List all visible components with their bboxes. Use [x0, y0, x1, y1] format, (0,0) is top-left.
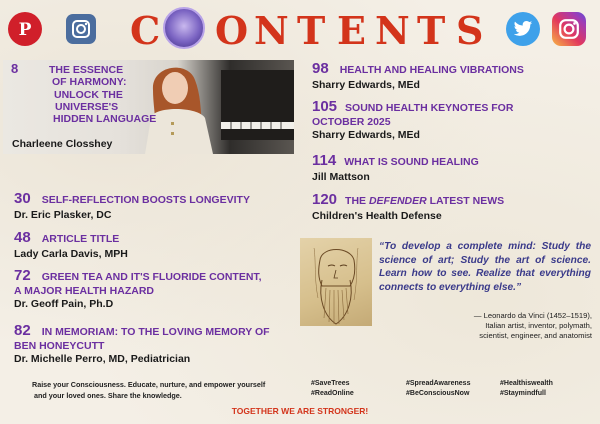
svg-text:P: P	[18, 20, 32, 39]
feature-title-line: UNIVERSE'S	[55, 100, 119, 113]
credit-line: scientist, engineer, and anatomist	[479, 331, 592, 340]
entry-title-continued: BEN HONEYCUTT	[14, 340, 105, 352]
entry-title: SELF-REFLECTION BOOSTS LONGEVITY	[41, 194, 250, 206]
entry-author: Dr. Michelle Perro, MD, Pediatrician	[14, 353, 191, 365]
quote-credit	[382, 311, 592, 341]
title-letter: O	[215, 8, 249, 53]
page-number: 114	[312, 152, 337, 169]
title-letter: N	[254, 8, 289, 53]
page-number: 48	[14, 229, 31, 246]
footer-line: and your loved ones. Share the knowledge.	[34, 391, 182, 400]
feature-title-line: OF HARMONY:	[52, 76, 127, 89]
entry-title: ARTICLE TITLE	[41, 233, 120, 245]
magazine-logo	[163, 7, 205, 49]
title-letter: S	[456, 8, 484, 53]
twitter-icon[interactable]	[506, 12, 540, 46]
leonardo-portrait	[300, 238, 372, 326]
tagline: TOGETHER WE ARE STRONGER!	[231, 406, 369, 416]
page-number: 98	[312, 60, 329, 77]
instagram-icon[interactable]	[552, 12, 586, 46]
page-number: 30	[14, 190, 31, 207]
entry-author: Sharry Edwards, MEd	[312, 79, 420, 91]
entry-title: GREEN TEA AND IT'S FLUORIDE CONTENT,	[41, 271, 262, 283]
entry-title: HEALTH AND HEALING VIBRATIONS	[339, 64, 524, 76]
footer-line: Raise your Consciousness. Educate, nurture, and empower yourself	[32, 380, 266, 389]
toc-entry[interactable]	[312, 152, 479, 183]
toc-entry[interactable]	[312, 60, 524, 91]
page-number: 120	[312, 191, 338, 208]
toc-entry[interactable]	[14, 229, 128, 260]
toc-entry[interactable]	[14, 267, 262, 310]
quote-text: “To develop a complete mind: Study the science of art; Study the art of science. Learn how to see. Realize that everything connects to everything else.”	[379, 241, 591, 293]
credit-line: Italian artist, inventor, polymath,	[485, 321, 592, 330]
toc-entry[interactable]	[312, 191, 504, 222]
entry-author: Lady Carla Davis, MPH	[14, 248, 128, 260]
entry-author: Sharry Edwards, MEd	[312, 129, 420, 141]
toc-entry[interactable]	[14, 190, 250, 221]
feature-title-line: HIDDEN LANGUAGE	[53, 113, 157, 126]
entry-author: Children's Health Defense	[312, 210, 442, 222]
feature-title-line: UNLOCK THE	[54, 88, 123, 101]
title-letter: N	[375, 8, 410, 53]
hashtag[interactable]: #SpreadAwareness	[406, 380, 471, 387]
toc-entry[interactable]	[312, 98, 513, 141]
title-letter: E	[337, 8, 366, 53]
toc-entry[interactable]	[14, 322, 270, 365]
pinterest-icon[interactable]	[8, 12, 42, 46]
page-number: 82	[14, 322, 31, 339]
hashtag[interactable]: #BeConsciousNow	[406, 390, 470, 397]
feature-author: Charleene Closshey	[12, 138, 113, 150]
entry-author: Dr. Geoff Pain, Ph.D	[14, 298, 114, 310]
hashtag[interactable]: #Staymindfull	[500, 390, 546, 397]
credit-line: — Leonardo da Vinci (1452–1519),	[473, 311, 592, 320]
feature-number: 8	[11, 61, 19, 76]
instagram-icon[interactable]	[66, 14, 96, 44]
page-number: 105	[312, 98, 338, 115]
feature-title-line: THE ESSENCE	[49, 64, 124, 76]
entry-title: IN MEMORIAM: TO THE LOVING MEMORY OF	[41, 326, 270, 338]
entry-title-continued: A MAJOR HEALTH HAZARD	[14, 285, 154, 297]
entry-title: SOUND HEALTH KEYNOTES FOR	[345, 102, 514, 114]
entry-author: Dr. Eric Plasker, DC	[14, 209, 112, 221]
entry-title-continued: OCTOBER 2025	[312, 116, 391, 128]
hashtag[interactable]: #SaveTrees	[311, 380, 350, 387]
footer-message	[32, 379, 265, 401]
entry-author: Jill Mattson	[312, 171, 370, 183]
hashtag[interactable]: #ReadOnline	[311, 390, 354, 397]
title-letter: T	[297, 8, 326, 53]
hashtag[interactable]: #Healthiswealth	[500, 380, 553, 387]
title-letter: C	[130, 8, 161, 53]
feature-title[interactable]	[49, 64, 156, 125]
page-number: 72	[14, 267, 31, 284]
title-letter: T	[417, 8, 446, 53]
entry-title: THE DEFENDER LATEST NEWS	[345, 195, 505, 207]
entry-title: WHAT IS SOUND HEALING	[344, 156, 479, 168]
feature-photo[interactable]	[3, 60, 294, 154]
